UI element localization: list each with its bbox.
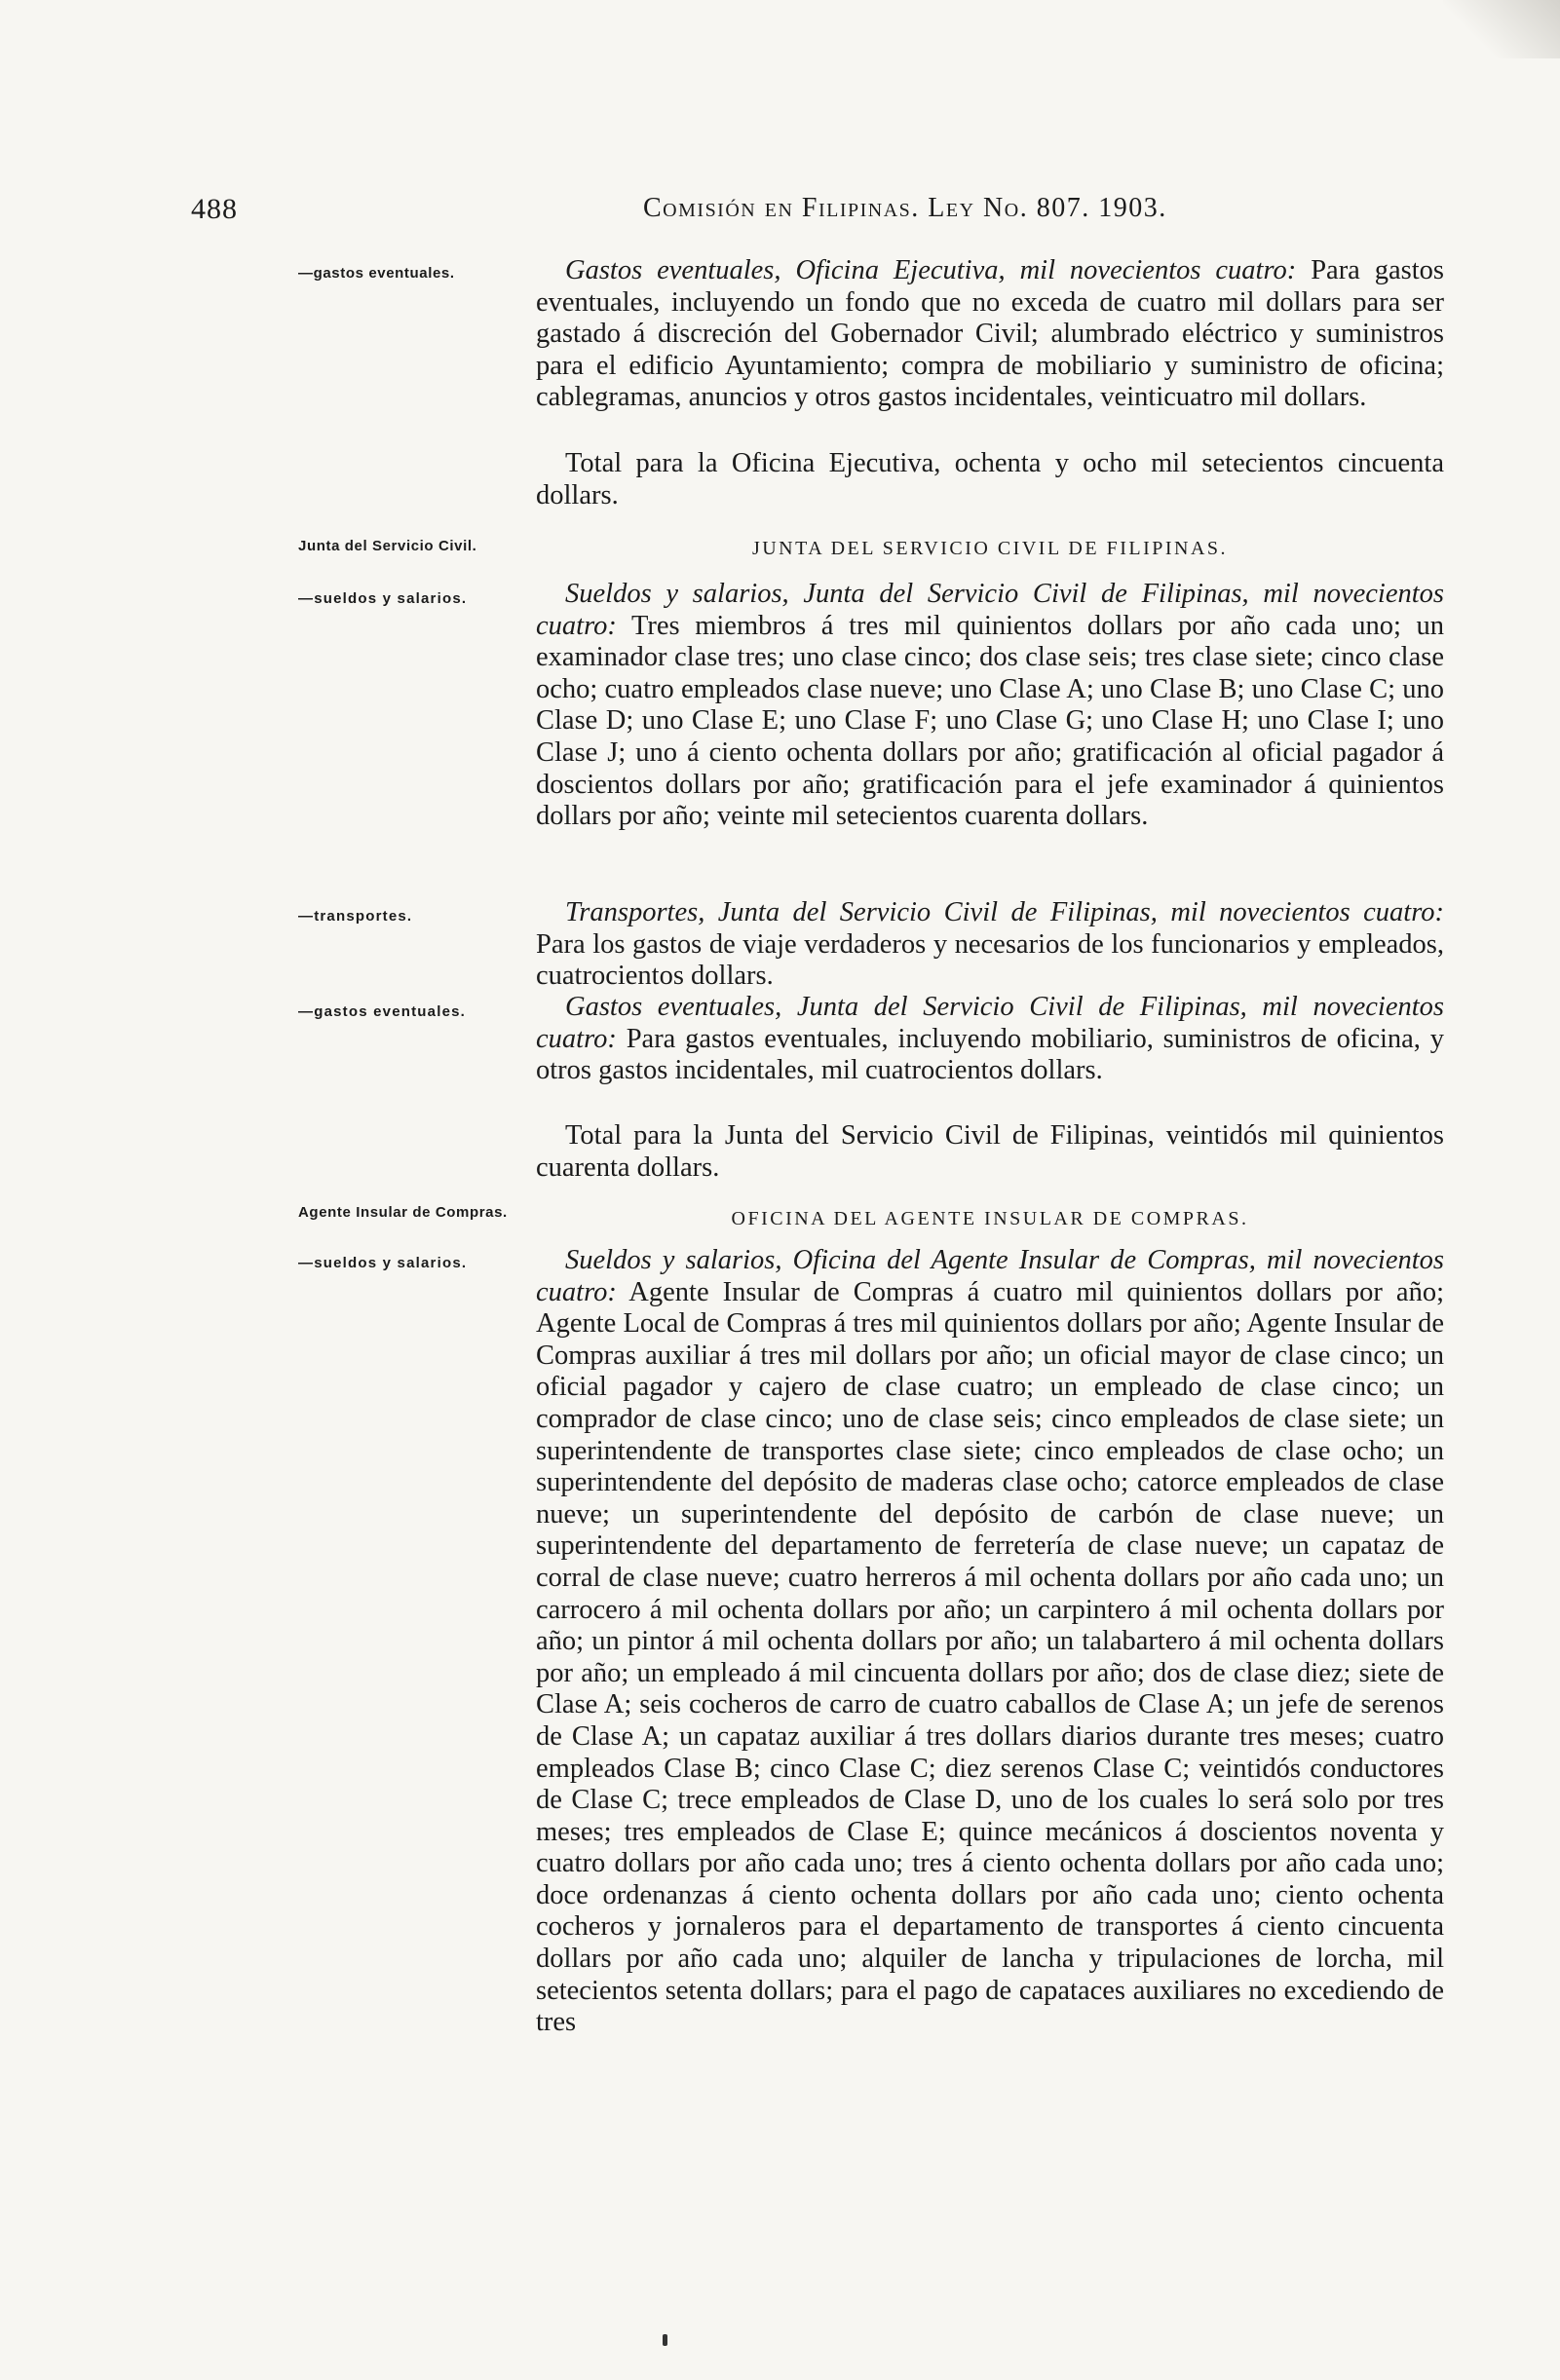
paragraph-transportes [536,897,1444,993]
running-head: Comisión en Filipinas. Ley No. 807. 1903. [643,193,1167,223]
paragraph-title: Gastos eventuales, Junta del Servicio Civil de Filipinas, mil novecientos cuatro: [536,992,1444,1054]
paragraph-sueldos-compras [536,1245,1444,2039]
paragraph-title: Sueldos y salarios, Junta del Servicio Civil de Filipinas, mil novecientos cuatro: [536,579,1444,641]
paragraph-text: Para gastos eventuales, incluyendo un fondo que no exceda de cuatro mil dollars para ser gastado á discreción del Gobernador Civil; alumbrado eléctrico y suministros para el edificio Ayuntamiento; compra de mobiliario y suministro de oficina; cablegramas, anuncios y otros gastos incidentales, veinticuatro mil dollars. [536,255,1445,413]
margin-note-transportes: —transportes. [298,908,413,925]
margin-note-sueldos-salarios: —sueldos y salarios. [298,590,468,607]
paragraph-title: Gastos eventuales, Oficina Ejecutiva, mil novecientos cuatro: [565,255,1297,285]
ink-speck [663,2334,667,2346]
paragraph-text: Para gastos eventuales, incluyendo mobiliario, suministros de oficina, y otros gastos incidentales, mil cuatrocientos dollars. [536,1023,1445,1086]
margin-note-gastos-eventuales-junta: —gastos eventuales. [298,1003,467,1020]
total-oficina-ejecutiva: Total para la Oficina Ejecutiva, ochenta y ocho mil setecientos cincuenta dollars. [536,448,1444,510]
page-number: 488 [191,193,238,225]
paragraph-text: Tres miembros á tres mil quinientos dollars por año cada uno; un examinador clase tres; uno clase cinco; dos clase seis; tres clase siete; cinco clase ocho; cuatro empleados clase nueve; uno Clase A; uno Clase B; uno Clase C; uno Clase D; uno Clase E; uno Clase F; uno Clase G; uno Clase H; uno Clase I; uno Clase J; uno á ciento ochenta dollars por año; gratificación al oficial pagador á doscientos dollars por año; gratificación para el jefe examinador á quinientos dollars por año; veinte mil setecientos cuarenta dollars. [536,610,1444,832]
page-header [0,193,1560,232]
total-junta: Total para la Junta del Servicio Civil de Filipinas, veintidós mil quinientos cuarenta dollars. [536,1120,1444,1183]
paragraph-text: Agente Insular de Compras á cuatro mil quinientos dollars por año; Agente Local de Compras á tres mil quinientos dollars por año; Agente Insular de Compras auxiliar á tres mil dollars por año; un oficial mayor de clase cinco; un oficial pagador y cajero de clase cuatro; un empleado de clase cinco; un comprador de clase cinco; uno de clase seis; cinco empleados de clase siete; un superintendente de transportes clase siete; cinco empleados de clase ocho; un superintendente del depósito de maderas clase ocho; catorce empleados de clase nueve; un superintendente del depósito de carbón de clase nueve; un superintendente del departamento de ferretería de clase nueve; un capataz de corral de clase nueve; cuatro herreros á mil ochenta dollars por año cada uno; un carrocero á mil ochenta dollars por año; un carpintero á mil ochenta dollars por año; un pintor á mil ochenta dollars por año; un talabartero á mil ochenta dollars por año; un empleado á mil cincuenta dollars por año; dos de clase diez; siete de Clase A; seis cocheros de carro de cuatro caballos de Clase A; un jefe de serenos de Clase A; un capataz auxiliar á tres dollars diarios durante tres meses; cuatro empleados Clase B; cinco Clase C; diez serenos Clase C; veintidós conductores de Clase C; trece empleados de Clase D, uno de los cuales lo será solo por tres meses; tres empleados de Clase E; quince mecánicos á doscientos noventa y cuatro dollars por año cada uno; tres á ciento ochenta dollars por año cada uno; doce ordenanzas á ciento ochenta dollars por año cada uno; ciento ochenta cocheros y jornaleros para el departamento de transportes á ciento cincuenta dollars por año cada uno; alquiler de lancha y tripulaciones de lorcha, mil setecientos setenta dollars; para el pago de capataces auxiliares no excediendo de tres [536,1276,1444,2038]
margin-note-junta: Junta del Servicio Civil. [298,538,477,554]
scan-shadow [1443,0,1560,58]
paragraph-title: Sueldos y salarios, Oficina del Agente Insular de Compras, mil novecientos cuatro: [536,1245,1444,1307]
section-heading-junta: JUNTA DEL SERVICIO CIVIL DE FILIPINAS. [751,538,1229,559]
paragraph-sueldos-junta [536,579,1444,833]
paragraph-gastos-oficina-ejecutiva [536,255,1444,414]
margin-note-sueldos-salarios-compras: —sueldos y salarios. [298,1255,468,1271]
section-heading-oficina: OFICINA DEL AGENTE INSULAR DE COMPRAS. [731,1208,1249,1229]
margin-note-agente-insular: Agente Insular de Compras. [298,1204,508,1221]
paragraph-text: Para los gastos de viaje verdaderos y necesarios de los funcionarios y empleados, cuatrocientos dollars. [536,928,1444,992]
paragraph-gastos-junta [536,992,1444,1087]
paragraph-title: Transportes, Junta del Servicio Civil de Filipinas, mil novecientos cuatro: [565,897,1444,927]
margin-note-gastos-eventuales: —gastos eventuales. [298,265,455,282]
